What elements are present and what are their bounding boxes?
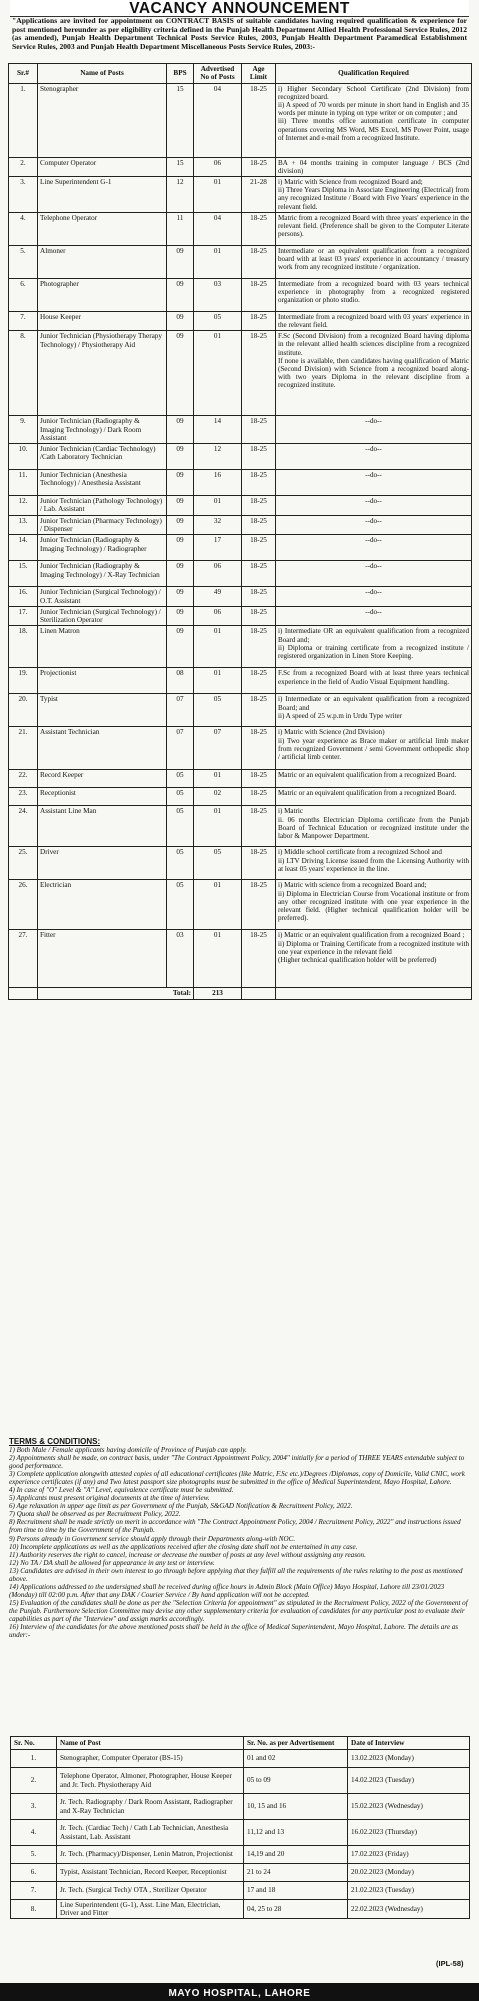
cell-name: Stenographer (38, 83, 167, 157)
cell-name: Computer Operator (38, 157, 167, 176)
cell-bps: 05 (167, 806, 194, 847)
schedule-cell-date: 13.02.2023 (Monday) (348, 1750, 470, 1768)
cell-qual: BA + 04 months training in computer language / BCS (2nd division) (276, 157, 472, 176)
schedule-row (11, 1864, 470, 1882)
cell-name: Typist (38, 694, 167, 727)
term-item: 7) Quota shall be observed as per Recruitment Policy, 2022. (9, 1510, 181, 1519)
cell-sr: 11. (9, 470, 38, 496)
cell-name: Junior Technician (Physiotherapy Therapy Technology) / Physiotherapy Aid (38, 331, 167, 416)
cell-bps: 09 (167, 416, 194, 444)
cell-age: 21-28 (242, 177, 276, 213)
term-item: 8) Recruitment shall be made strictly on merit in accordance with "The Contract Appointment Policy, 2004 / Recruitment Policy, 2022" and instructions issued from time to time by the Government of the Punjab. (9, 1518, 461, 1535)
schedule-cell-date: 20.02.2023 (Monday) (348, 1864, 470, 1882)
cell-qual: Intermediate or an equivalent qualification from a recognized board with at least 03 years' experience in accountancy / treasury work from any recognized institute / organization. (276, 245, 472, 278)
table-row (9, 278, 472, 311)
cell-qual: F.Sc from a recognized Board with at least three years technical experience in the field of Audio Visual Equipment handling. (276, 668, 472, 694)
cell-name: Telephone Operator (38, 212, 167, 245)
cell-qual: Matric from a recognized Board with three years' experience in the relevant field. (Preference shall be given to the Computer Literate persons). (276, 212, 472, 245)
cell-adv: 01 (194, 496, 242, 516)
schedule-row (11, 1768, 470, 1794)
table-row (9, 626, 472, 668)
table-row (9, 177, 472, 213)
cell-sr: 25. (9, 847, 38, 880)
cell-adv: 01 (194, 930, 242, 988)
cell-bps: 15 (167, 83, 194, 157)
cell-name: Assistant Line Man (38, 806, 167, 847)
cell-bps: 11 (167, 212, 194, 245)
cell-name: Linen Matron (38, 626, 167, 668)
cell-sr: 21. (9, 727, 38, 770)
cell-qual: Intermediate from a recognized board with 03 years technical experience in photography from a recognized registered organization or photo studio. (276, 278, 472, 311)
cell-name: Junior Technician (Radiography & Imaging Technology) / Dark Room Assistant (38, 416, 167, 444)
cell-name: Line Superintendent G-1 (38, 177, 167, 213)
cell-sr: 13. (9, 515, 38, 535)
schedule-cell-post: Jr. Tech. (Cardiac Tech) / Cath Lab Technician, Anesthesia Assistant, Lab. Assistant (57, 1820, 244, 1846)
cell-qual: i) Matric with science from a recognized Board and; ii) Diploma in Electrician Course from Vocational institute or from any other recognized institute with one year experience in the relevant field. (Higher technical qualification holder will be preferred). (276, 880, 472, 930)
cell-age: 18-25 (242, 806, 276, 847)
schedule-header-row (11, 1737, 470, 1750)
term-item: 11) Authority reserves the right to cancel, increase or decrease the number of posts at any level without assigning any reason. (9, 1550, 366, 1559)
ipl-code: (IPL-58) (436, 1959, 464, 1968)
total-row (9, 988, 472, 999)
cell-sr: 22. (9, 770, 38, 788)
cell-age: 18-25 (242, 416, 276, 444)
posts-table (8, 63, 472, 1000)
cell-sr: 26. (9, 880, 38, 930)
cell-sr: 4. (9, 212, 38, 245)
term-item: 9) Persons already in Government service should apply through their Departments along-with NOC. (9, 1534, 296, 1543)
schedule-cell-post: Telephone Operator, Almoner, Photographer, House Keeper and Jr. Tech. Physiotherapy Aid (57, 1768, 244, 1794)
schedule-cell-ref: 04, 25 to 28 (244, 1900, 348, 1919)
schedule-cell-sr: 7. (11, 1882, 57, 1900)
cell-adv: 01 (194, 668, 242, 694)
cell-qual: --do-- (276, 515, 472, 535)
cell-name: Record Keeper (38, 770, 167, 788)
cell-qual: i) Matric with Science (2nd Division) ii) Two year experience as Brace maker or artificial limb maker from recognized Government / semi Government orthopedic shop / artificial limb center. (276, 727, 472, 770)
cell-qual: Matric or an equivalent qualification from a recognized Board. (276, 788, 472, 806)
schedule-header-sr: Sr. No. (11, 1737, 57, 1750)
cell-name: Driver (38, 847, 167, 880)
cell-sr: 15. (9, 561, 38, 587)
terms-heading: TERMS & CONDITIONS: (9, 1437, 101, 1446)
cell-adv: 05 (194, 694, 242, 727)
table-row (9, 311, 472, 330)
page-title: VACANCY ANNOUNCEMENT (129, 0, 350, 17)
cell-sr: 1. (9, 83, 38, 157)
cell-qual: --do-- (276, 444, 472, 470)
table-row (9, 416, 472, 444)
cell-bps: 09 (167, 496, 194, 516)
schedule-cell-ref: 01 and 02 (244, 1750, 348, 1768)
cell-adv: 16 (194, 470, 242, 496)
schedule-header-ref: Sr. No. as per Advertisement (244, 1737, 348, 1750)
cell-bps: 05 (167, 880, 194, 930)
schedule-cell-post: Jr. Tech. (Surgical Tech)/ OTA , Sterilizer Operator (57, 1882, 244, 1900)
term-item: 2) Appointments shall be made, on contract basis, under "The Contract Appointment Policy, 2004" initially for a period of THREE YEARS extendable subject to good performance. (9, 1454, 465, 1471)
cell-bps: 09 (167, 515, 194, 535)
cell-age: 18-25 (242, 515, 276, 535)
cell-bps: 09 (167, 331, 194, 416)
cell-sr: 23. (9, 788, 38, 806)
table-row (9, 157, 472, 176)
cell-bps: 09 (167, 311, 194, 330)
cell-adv: 05 (194, 311, 242, 330)
schedule-cell-post: Stenographer, Computer Operator (BS-15) (57, 1750, 244, 1768)
table-row (9, 668, 472, 694)
cell-adv: 05 (194, 847, 242, 880)
cell-sr: 18. (9, 626, 38, 668)
term-item: 3) Complete application alongwith attested copies of all educational certificates (like Matric, F.Sc etc.)/Degrees /Diplomas, copy of Domicile, Valid CNIC, work experience certificates (if any) and Two latest passport size photographs must be submitted in the office of Medical Superintendent, Mayo Hospital, Lahore. (9, 1470, 465, 1487)
table-row (9, 880, 472, 930)
table-row (9, 788, 472, 806)
cell-bps: 12 (167, 177, 194, 213)
cell-qual: --do-- (276, 561, 472, 587)
cell-qual: --do-- (276, 416, 472, 444)
cell-sr: 9. (9, 416, 38, 444)
schedule-row (11, 1882, 470, 1900)
col-header-sr: Sr.# (9, 64, 38, 84)
cell-qual: --do-- (276, 587, 472, 607)
table-row (9, 515, 472, 535)
cell-age: 18-25 (242, 561, 276, 587)
cell-adv: 06 (194, 561, 242, 587)
cell-age: 18-25 (242, 770, 276, 788)
cell-sr: 17. (9, 606, 38, 626)
schedule-cell-sr: 1. (11, 1750, 57, 1768)
cell-name: Fitter (38, 930, 167, 988)
posts-header-row (9, 64, 472, 84)
cell-qual: i) Intermediate or an equivalent qualification from a recognized Board; and ii) A speed of 25 w.p.m in Urdu Type writer (276, 694, 472, 727)
intro-paragraph: "Applications are invited for appointment on CONTRACT BASIS of suitable candidates having required qualification & experience for post mentioned hereunder as per eligibility criteria defined in the Punjab Health Department Allied Health Professional Service Rules, 2012 (as amended), Punjab Health Department Technical Posts Service Rules, 2003, Punjab Health Department Paramedical Establishment Service Rules, 2003 and Punjab Health Department Miscellaneous Posts Service Rules, 2003:- (12, 17, 467, 51)
term-item: 10) Incomplete applications as well as the applications received after the closing date shall not be entertained in any case. (9, 1542, 358, 1551)
cell-age: 18-25 (242, 212, 276, 245)
cell-sr: 8. (9, 331, 38, 416)
table-row (9, 587, 472, 607)
table-row (9, 606, 472, 626)
cell-name: Junior Technician (Pharmacy Technology) / Dispenser (38, 515, 167, 535)
schedule-header-post: Name of Post (57, 1737, 244, 1750)
cell-age: 18-25 (242, 83, 276, 157)
schedule-cell-post: Typist, Assistant Technician, Record Keeper, Receptionist (57, 1864, 244, 1882)
cell-sr: 19. (9, 668, 38, 694)
table-row (9, 727, 472, 770)
cell-adv: 01 (194, 806, 242, 847)
cell-sr: 5. (9, 245, 38, 278)
footer-hospital-name: MAYO HOSPITAL, LAHORE (168, 1988, 311, 1999)
schedule-cell-ref: 05 to 09 (244, 1768, 348, 1794)
cell-adv: 17 (194, 535, 242, 561)
term-item: 15) Evaluation of the candidates shall be done as per the "Selection Criteria for appointment" as stipulated in the Recruitment Policy, 2022 of the Government of the Punjab. Furthermore Selection Committee may devise any other supplementary criteria for evaluation of candidates for any particular post to evaluate their capabilities as part of the "Interview" and assign marks accordingly. (9, 1598, 468, 1623)
cell-qual: --do-- (276, 606, 472, 626)
cell-bps: 05 (167, 788, 194, 806)
cell-adv: 32 (194, 515, 242, 535)
cell-bps: 05 (167, 770, 194, 788)
cell-qual: i) Matric or an equivalent qualification from a recognized Board ; ii) Diploma or Training Certificate from a recognized institute with one year experience in the relevant field (Higher technical qualification holder will be preferred) (276, 930, 472, 988)
term-item: 1) Both Male / Female applicants having domicile of Province of Punjab can apply. (9, 1446, 247, 1454)
cell-bps: 09 (167, 587, 194, 607)
terms-list (9, 1446, 470, 1736)
cell-sr: 10. (9, 444, 38, 470)
cell-adv: 49 (194, 587, 242, 607)
schedule-row (11, 1794, 470, 1820)
cell-age: 18-25 (242, 668, 276, 694)
cell-age: 18-25 (242, 606, 276, 626)
cell-bps: 05 (167, 847, 194, 880)
cell-bps: 09 (167, 606, 194, 626)
schedule-cell-date: 17.02.2023 (Friday) (348, 1846, 470, 1864)
cell-age: 18-25 (242, 930, 276, 988)
cell-age: 18-25 (242, 470, 276, 496)
table-row (9, 561, 472, 587)
cell-name: Junior Technician (Anesthesia Technology) / Anesthesia Assistant (38, 470, 167, 496)
schedule-cell-post: Line Superintendent (G-1), Asst. Line Man, Electrician, Driver and Fitter (57, 1900, 244, 1919)
schedule-cell-ref: 10, 15 and 16 (244, 1794, 348, 1820)
table-row (9, 245, 472, 278)
cell-qual: F.Sc (Second Division) from a recognized Board having diploma in the relevant allied health sciences discipline from a recognized institute. If none is available, then candidates having qualification of Matric (Second Division) with Science from a recognized board along-with two years Diploma in the relevant discipline from a recognized institute. (276, 331, 472, 416)
cell-adv: 04 (194, 212, 242, 245)
cell-bps: 08 (167, 668, 194, 694)
cell-adv: 06 (194, 606, 242, 626)
cell-sr: 3. (9, 177, 38, 213)
cell-adv: 01 (194, 770, 242, 788)
cell-name: Junior Technician (Pathology Technology) / Lab. Assistant (38, 496, 167, 516)
cell-bps: 09 (167, 444, 194, 470)
cell-adv: 06 (194, 157, 242, 176)
cell-name: Receptionist (38, 788, 167, 806)
cell-bps: 09 (167, 245, 194, 278)
table-row (9, 847, 472, 880)
cell-qual: --do-- (276, 496, 472, 516)
cell-age: 18-25 (242, 157, 276, 176)
schedule-cell-date: 15.02.2023 (Wednesday) (348, 1794, 470, 1820)
schedule-cell-ref: 11,12 and 13 (244, 1820, 348, 1846)
table-row (9, 694, 472, 727)
col-header-advertised: Advertised No of Posts (194, 64, 242, 84)
footer-banner (0, 1983, 479, 2001)
cell-name: Electrician (38, 880, 167, 930)
table-row (9, 496, 472, 516)
cell-name: Junior Technician (Radiography & Imaging Technology) / Radiographer (38, 535, 167, 561)
cell-adv: 14 (194, 416, 242, 444)
cell-bps: 09 (167, 535, 194, 561)
schedule-cell-sr: 8. (11, 1900, 57, 1919)
interview-schedule-table (10, 1736, 470, 1919)
schedule-header-date: Date of Interview (348, 1737, 470, 1750)
schedule-row (11, 1750, 470, 1768)
cell-name: Junior Technician (Radiography & Imaging Technology) / X-Ray Technician (38, 561, 167, 587)
schedule-cell-post: Jr. Tech. (Pharmacy)/Dispenser, Lenin Matron, Projectionist (57, 1846, 244, 1864)
title-bar (10, 0, 469, 17)
col-header-name: Name of Posts (38, 64, 167, 84)
schedule-row (11, 1820, 470, 1846)
col-header-qualification: Qualification Required (276, 64, 472, 84)
cell-qual: --do-- (276, 535, 472, 561)
cell-sr: 27. (9, 930, 38, 988)
cell-adv: 01 (194, 177, 242, 213)
cell-qual: Matric or an equivalent qualification from a recognized Board. (276, 770, 472, 788)
schedule-cell-post: Jr. Tech. Radiography / Dark Room Assistant, Radiographer and X-Ray Technician (57, 1794, 244, 1820)
cell-adv: 12 (194, 444, 242, 470)
table-row (9, 470, 472, 496)
cell-name: Projectionist (38, 668, 167, 694)
schedule-row (11, 1846, 470, 1864)
cell-adv: 01 (194, 331, 242, 416)
cell-adv: 01 (194, 626, 242, 668)
term-item: 12) No TA / DA shall be allowed for appearance in any test or interview. (9, 1558, 215, 1567)
cell-bps: 09 (167, 470, 194, 496)
cell-sr: 7. (9, 311, 38, 330)
table-row (9, 770, 472, 788)
schedule-cell-date: 16.02.2023 (Thursday) (348, 1820, 470, 1846)
cell-qual: Intermediate from a recognized board with 03 years' experience in the relevant field. (276, 311, 472, 330)
cell-age: 18-25 (242, 331, 276, 416)
total-label: Total: (38, 988, 194, 999)
term-item: 16) Interview of the candidates for the above mentioned posts shall be held in the office of Medical Superintendent, Mayo Hospital, Lahore. The details are as under:- (9, 1623, 459, 1640)
cell-adv: 04 (194, 83, 242, 157)
cell-age: 18-25 (242, 694, 276, 727)
cell-name: Photographer (38, 278, 167, 311)
schedule-cell-ref: 21 to 24 (244, 1864, 348, 1882)
cell-sr: 16. (9, 587, 38, 607)
schedule-cell-sr: 2. (11, 1768, 57, 1794)
cell-age: 18-25 (242, 847, 276, 880)
cell-bps: 07 (167, 694, 194, 727)
cell-sr: 6. (9, 278, 38, 311)
cell-age: 18-25 (242, 788, 276, 806)
cell-sr: 12. (9, 496, 38, 516)
col-header-age: Age Limit (242, 64, 276, 84)
cell-sr: 14. (9, 535, 38, 561)
schedule-cell-date: 14.02.2023 (Tuesday) (348, 1768, 470, 1794)
cell-name: House Keeper (38, 311, 167, 330)
term-item: 5) Applicants must present original documents at the time of interview. (9, 1494, 210, 1503)
term-item: 4) In case of "O" Level & "A" Level, equivalence certificate must be submitted. (9, 1486, 234, 1495)
schedule-cell-sr: 4. (11, 1820, 57, 1846)
schedule-cell-ref: 17 and 18 (244, 1882, 348, 1900)
cell-sr: 24. (9, 806, 38, 847)
cell-age: 18-25 (242, 880, 276, 930)
table-row (9, 930, 472, 988)
cell-name: Junior Technician (Cardiac Technology) /Cath Laboratory Technician (38, 444, 167, 470)
cell-age: 18-25 (242, 278, 276, 311)
cell-name: Assistant Technician (38, 727, 167, 770)
cell-adv: 03 (194, 278, 242, 311)
cell-age: 18-25 (242, 496, 276, 516)
cell-qual: i) Middle school certificate from a recognized School and ii) LTV Driving License issued from the Licensing Authority with at least 05 years' experience in the line. (276, 847, 472, 880)
cell-sr: 2. (9, 157, 38, 176)
schedule-cell-sr: 5. (11, 1846, 57, 1864)
term-item: 6) Age relaxation in upper age limit as per Government of the Punjab, S&GAD Notification & Recruitment Policy, 2022. (9, 1502, 353, 1511)
cell-age: 18-25 (242, 626, 276, 668)
cell-age: 18-25 (242, 535, 276, 561)
cell-qual: --do-- (276, 470, 472, 496)
cell-qual: i) Matric ii. 06 months Electrician Diploma certificate from the Punjab Board of Technical Education or recognized institute under the labor & Manpower Department. (276, 806, 472, 847)
table-row (9, 83, 472, 157)
table-row (9, 212, 472, 245)
term-item: 13) Candidates are advised in their own interest to go through before applying that they fulfill all the requirements of the rules relating to the post as mentioned above. (9, 1566, 463, 1583)
cell-adv: 01 (194, 880, 242, 930)
cell-age: 18-25 (242, 587, 276, 607)
cell-bps: 09 (167, 561, 194, 587)
cell-qual: i) Matric with Science from recognized Board and; ii) Three Years Diploma in Associate Engineering (Electrical) from any recognized Institute / Board with Five Years' experience in the relevant field. (276, 177, 472, 213)
schedule-cell-date: 22.02.2023 (Wednesday) (348, 1900, 470, 1919)
table-row (9, 806, 472, 847)
cell-age: 18-25 (242, 444, 276, 470)
term-item: 14) Applications addressed to the undersigned shall be received during office hours in Admin Block (Main Office) Mayo Hospital, Lahore till 23/01/2023 (Monday) till 02:00 p.m. After that any DAK / Courier Service / By hand application will not be accepted. (9, 1582, 445, 1599)
cell-adv: 07 (194, 727, 242, 770)
cell-age: 18-25 (242, 727, 276, 770)
cell-bps: 07 (167, 727, 194, 770)
cell-name: Almoner (38, 245, 167, 278)
cell-name: Junior Technician (Surgical Technology) / O.T. Assistant (38, 587, 167, 607)
cell-age: 18-25 (242, 245, 276, 278)
cell-bps: 09 (167, 626, 194, 668)
cell-adv: 02 (194, 788, 242, 806)
schedule-cell-date: 21.02.2023 (Tuesday) (348, 1882, 470, 1900)
col-header-bps: BPS (167, 64, 194, 84)
cell-bps: 03 (167, 930, 194, 988)
schedule-cell-sr: 6. (11, 1864, 57, 1882)
cell-name: Junior Technician (Surgical Technology) / Sterilization Operator (38, 606, 167, 626)
schedule-cell-sr: 3. (11, 1794, 57, 1820)
cell-bps: 15 (167, 157, 194, 176)
cell-qual: i) Intermediate OR an equivalent qualification from a recognized Board and; ii) Diploma or training certificate from a recognized institute / registered organization in Linen Store Keeping. (276, 626, 472, 668)
total-value: 213 (194, 988, 242, 999)
table-row (9, 331, 472, 416)
cell-sr: 20. (9, 694, 38, 727)
cell-qual: i) Higher Secondary School Certificate (2nd Division) from recognized board. ii) A speed of 70 words per minute in short hand in English and 35 words per minute in typing on type writer or on computer ; and iii) Three months office automation certificate in computer operations covering MS Word, MS Excel, MS Power Point, usage of Internet and e-mail from a recognized Institute. (276, 83, 472, 157)
cell-bps: 09 (167, 278, 194, 311)
cell-adv: 01 (194, 245, 242, 278)
schedule-cell-ref: 14,19 and 20 (244, 1846, 348, 1864)
table-row (9, 444, 472, 470)
table-row (9, 535, 472, 561)
schedule-row (11, 1900, 470, 1919)
cell-age: 18-25 (242, 311, 276, 330)
